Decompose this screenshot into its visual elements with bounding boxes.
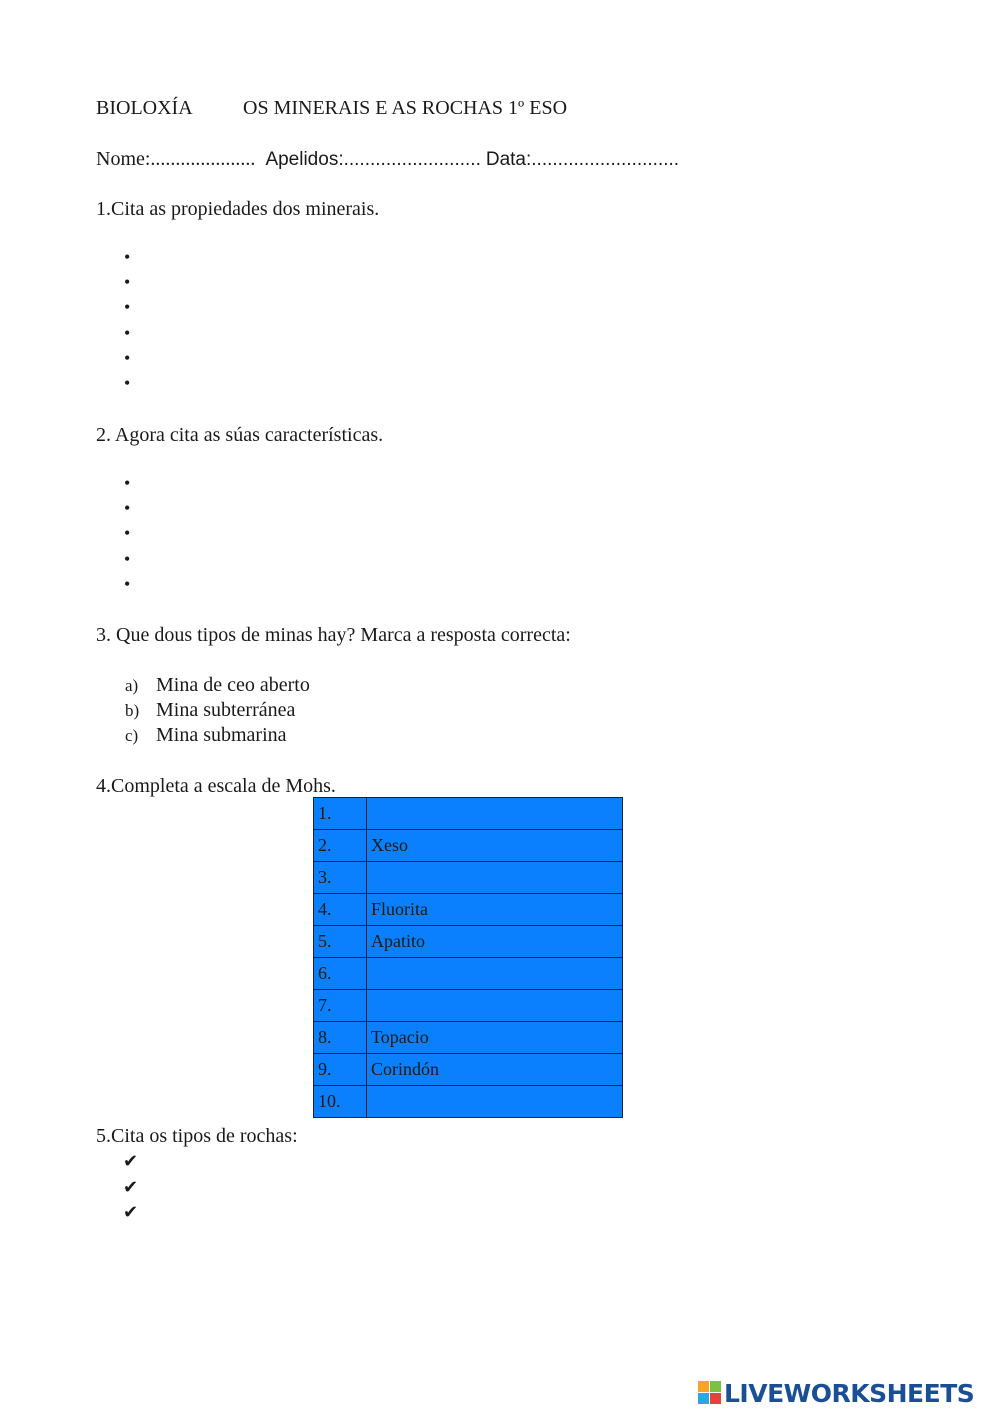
mohs-number: 6. <box>314 958 367 990</box>
answer-bullet[interactable]: • <box>124 322 131 343</box>
apelidos-field[interactable]: Apelidos:.......................... <box>265 149 481 170</box>
question-1: 1.Cita as propiedades dos minerais. <box>96 198 380 220</box>
mohs-number: 9. <box>314 1054 367 1086</box>
mohs-mineral[interactable] <box>367 990 623 1022</box>
option-label: Mina de ceo aberto <box>156 674 310 696</box>
table-row <box>314 1022 623 1054</box>
table-row <box>314 958 623 990</box>
option-letter: b) <box>125 701 140 720</box>
answer-check[interactable]: ✔ <box>123 1176 139 1198</box>
nome-field[interactable]: Nome:..................... <box>96 148 256 170</box>
table-row <box>314 1086 623 1118</box>
table-row <box>314 926 623 958</box>
answer-bullet[interactable]: • <box>124 498 131 519</box>
option-label: Mina submarina <box>156 724 287 746</box>
answer-bullet[interactable]: • <box>124 373 131 393</box>
answer-bullet[interactable]: • <box>124 297 131 318</box>
mohs-number: 1. <box>314 798 367 830</box>
mohs-number: 2. <box>314 830 367 862</box>
question-4: 4.Completa a escala de Mohs. <box>96 775 336 797</box>
liveworksheets-watermark <box>698 1378 974 1408</box>
question-3: 3. Que dous tipos de minas hay? Marca a resposta correcta: <box>96 624 571 646</box>
table-row <box>314 894 623 926</box>
table-row <box>314 830 623 862</box>
mohs-mineral[interactable] <box>367 798 623 830</box>
option-c[interactable] <box>125 723 287 748</box>
answer-bullet[interactable]: • <box>124 573 131 594</box>
subject-title: BIOLOXÍA <box>96 97 193 119</box>
mohs-scale-table <box>313 797 623 1118</box>
mohs-mineral: Apatito <box>367 926 623 958</box>
mohs-mineral: Fluorita <box>367 894 623 926</box>
answer-bullet[interactable]: • <box>124 272 131 293</box>
option-b[interactable] <box>125 698 295 723</box>
option-letter: c) <box>125 726 139 745</box>
option-label: Mina subterránea <box>156 699 296 721</box>
answer-bullet[interactable]: • <box>124 548 131 569</box>
table-row <box>314 990 623 1022</box>
answer-bullet[interactable]: • <box>124 473 131 493</box>
mohs-mineral[interactable] <box>367 862 623 894</box>
liveworksheets-logo-icon <box>698 1381 722 1405</box>
mohs-mineral[interactable] <box>367 958 623 990</box>
mohs-number: 5. <box>314 926 367 958</box>
answer-bullet[interactable]: • <box>124 347 131 368</box>
question-2: 2. Agora cita as súas características. <box>96 424 384 446</box>
option-letter: a) <box>125 676 139 695</box>
table-row <box>314 798 623 830</box>
mohs-mineral[interactable] <box>367 1086 623 1118</box>
option-a[interactable] <box>125 673 310 698</box>
page-title: OS MINERAIS E AS ROCHAS 1º ESO <box>243 97 568 119</box>
answer-check[interactable]: ✔ <box>123 1202 139 1223</box>
answer-check[interactable]: ✔ <box>123 1151 139 1172</box>
mohs-number: 10. <box>314 1086 367 1118</box>
table-row <box>314 1054 623 1086</box>
mohs-mineral: Xeso <box>367 830 623 862</box>
mohs-mineral: Topacio <box>367 1022 623 1054</box>
data-field[interactable]: Data:............................ <box>485 149 680 170</box>
mohs-number: 7. <box>314 990 367 1022</box>
question-5: 5.Cita os tipos de rochas: <box>96 1125 298 1147</box>
mohs-number: 4. <box>314 894 367 926</box>
table-row <box>314 862 623 894</box>
student-info-line <box>96 147 679 172</box>
mohs-mineral: Corindón <box>367 1054 623 1086</box>
answer-bullet[interactable]: • <box>124 247 131 267</box>
liveworksheets-text: LIVEWORKSHEETS <box>724 1378 975 1408</box>
mohs-number: 3. <box>314 862 367 894</box>
mohs-number: 8. <box>314 1022 367 1054</box>
answer-bullet[interactable]: • <box>124 523 131 544</box>
